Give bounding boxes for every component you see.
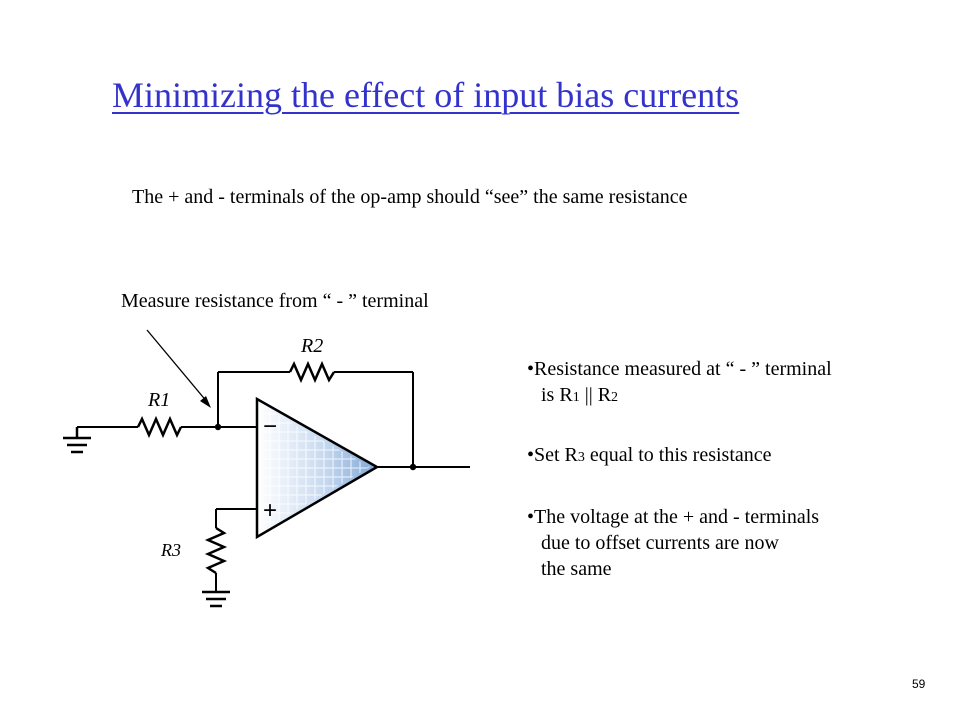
r2-resistor — [290, 364, 334, 380]
slide-number: 59 — [912, 677, 926, 691]
r3-resistor — [208, 528, 224, 573]
ground-symbol-left — [63, 427, 91, 452]
bullet-text-line: •Resistance measured at “ - ” terminal — [527, 358, 832, 380]
bullet-text-line: the same — [541, 558, 612, 580]
subscript: 1 — [572, 390, 580, 405]
subtitle-text: The + and - terminals of the op-amp should “see” the same resistance — [132, 186, 688, 208]
opamp-plus-sign: + — [263, 497, 278, 524]
bullet-text: equal to this resistance — [584, 444, 772, 466]
r1-resistor — [138, 419, 181, 435]
slide-title: Minimizing the effect of input bias currents — [112, 75, 740, 115]
measure-label: Measure resistance from “ - ” terminal — [121, 290, 429, 312]
bullet-text-line: •The voltage at the + and - terminals — [527, 506, 820, 528]
r3-label: R3 — [161, 540, 181, 560]
opamp-minus-sign: − — [263, 413, 278, 440]
subscript: 2 — [611, 390, 619, 405]
bullet-text: || R — [579, 384, 612, 406]
bullet-set-r3 — [527, 442, 772, 471]
bullet-text: •Set R — [527, 444, 578, 466]
bullet-voltage-same — [527, 504, 819, 582]
bullet-text-line: due to offset currents are now — [541, 532, 779, 554]
bullet-resistance-measured — [527, 356, 832, 411]
r1-label: R1 — [148, 389, 171, 411]
r2-label: R2 — [301, 335, 324, 357]
subscript: 3 — [577, 450, 585, 465]
bullet-text-line — [527, 382, 832, 411]
bullet-text: is R — [541, 384, 573, 406]
ground-symbol-bottom — [202, 592, 230, 606]
